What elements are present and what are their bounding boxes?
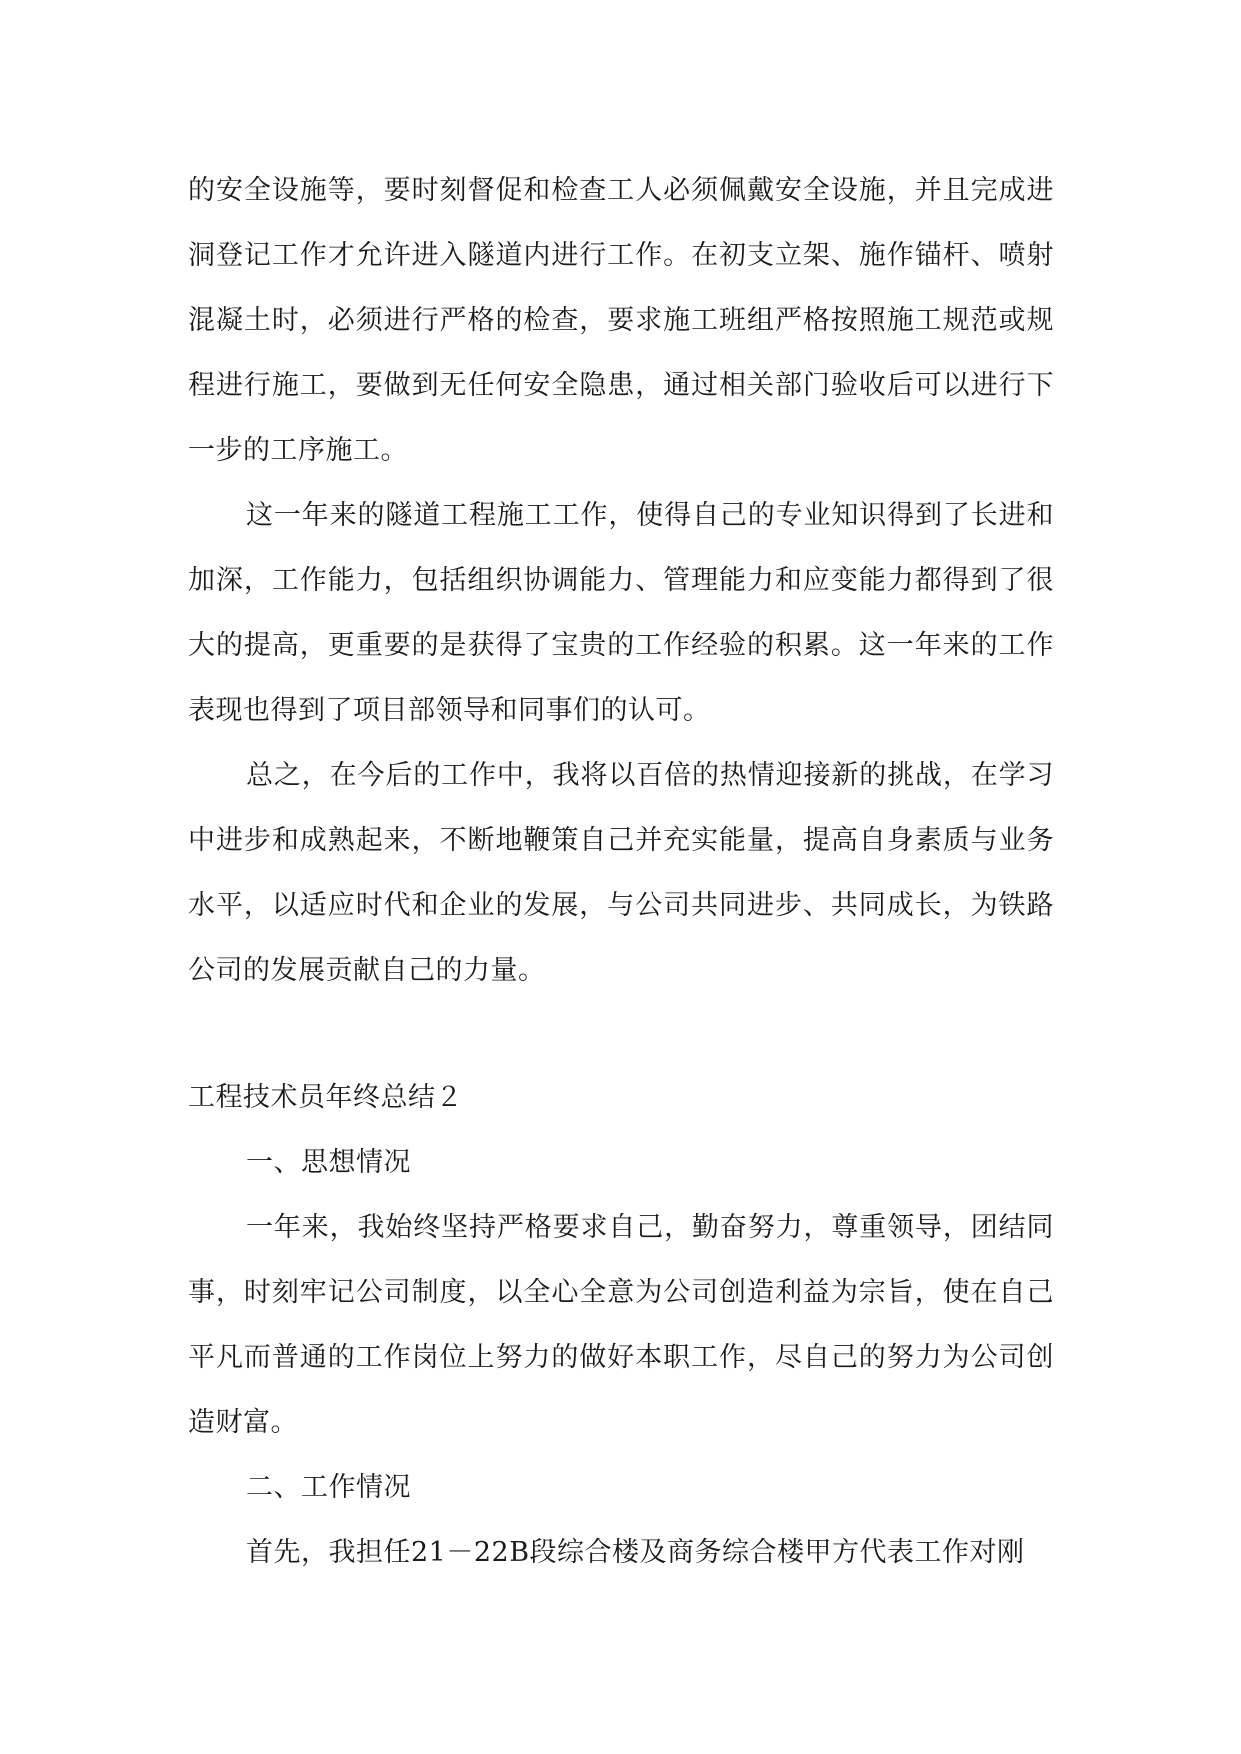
document-body [188,158,1054,1585]
paragraph-tunnel-experience: 这一年来的隧道工程施工工作，使得自己的专业知识得到了长进和加深，工作能力，包括组织协调能力、管理能力和应变能力都得到了很大的提高，更重要的是获得了宝贵的工作经验的积累。这一年来的工作表现也得到了项目部领导和同事们的认可。 [188,500,1054,726]
section-title: 工程技术员年终总结２ [188,1082,463,1113]
paragraph-safety-continued: 的安全设施等，要时刻督促和检查工人必须佩戴安全设施，并且完成进洞登记工作才允许进入隧道内进行工作。在初支立架、施作锚杆、喷射混凝土时，必须进行严格的检查，要求施工班组严格按照施工规范或规程进行施工，要做到无任何安全隐患，通过相关部门验收后可以进行下一步的工序施工。 [188,175,1054,466]
subheading-thought: 一、思想情况 [246,1147,411,1178]
section-spacer [188,1003,1054,1065]
subheading-work: 二、工作情况 [246,1472,411,1503]
paragraph-work: 首先，我担任21－22B段综合楼及商务综合楼甲方代表工作对刚 [246,1537,1025,1568]
paragraph-conclusion: 总之，在今后的工作中，我将以百倍的热情迎接新的挑战，在学习中进步和成熟起来，不断地鞭策自己并充实能量，提高自身素质与业务水平，以适应时代和企业的发展，与公司共同进步、共同成长，为铁路公司的发展贡献自己的力量。 [188,760,1054,986]
paragraph-thought: 一年来，我始终坚持严格要求自己，勤奋努力，尊重领导，团结同事，时刻牢记公司制度，以全心全意为公司创造利益为宗旨，使在自己平凡而普通的工作岗位上努力的做好本职工作，尽自己的努力为公司创造财富。 [188,1212,1054,1438]
